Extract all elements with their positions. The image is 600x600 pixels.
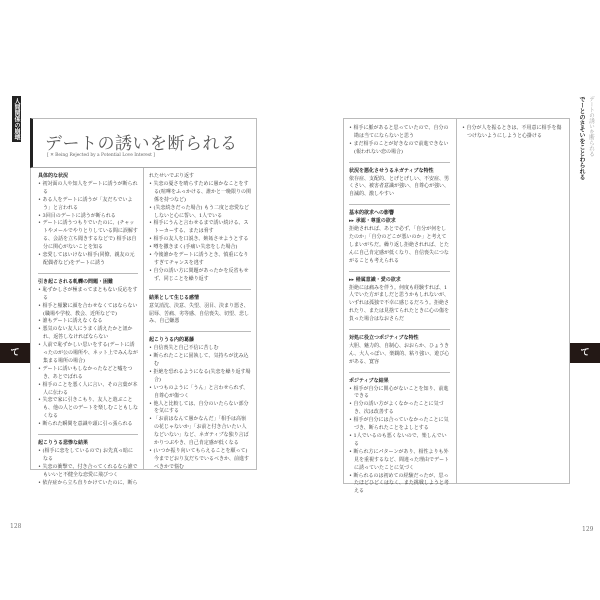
list-item-text: 「お前はなんて愚かなんだ」「相手は高嶺の花じゃないか」「お前と付き合いたい人などいない」など、ネガティブな独り言ばかりつぶやき、自己肯定感が低くなる [153,416,249,447]
section-heading: 状況を悪化させうるネガティブな特性 [349,167,434,174]
list-item-text: 3回目のデートに誘うが断られる [42,212,116,219]
list-item [149,252,251,268]
section-heading: 基本的欲求への影響 [349,210,395,217]
section [349,335,450,373]
bullet-icon: • [349,401,354,408]
list-item-text: 相手と頻繁に顔を合わせなくてはならない(職場や学校、教会、近所などで) [42,302,138,317]
section [349,277,450,330]
bullet-icon: • [38,479,43,486]
bullet-icon: • [149,252,154,259]
list-item [38,303,138,319]
bullet-icon: • [149,236,154,243]
section-text: 意気消沈、決意、失望、羽目、決まり悪さ、屈辱、苦痛、劣等感、自信喪失、切望、悲しみ、自己嫌悪 [149,302,250,325]
list-item [349,417,450,433]
bullet-icon: • [38,381,43,388]
list-item [349,125,450,141]
list-item [38,181,138,197]
bullet-icon: • [38,365,43,372]
bullet-icon: • [38,463,43,470]
section-text: 依存症、支配的、とげとげしい、不安症、男くさい、被害者意識が強い、自尊心が強い、自滅的、激しやすい [349,175,450,198]
list-item-text: 自分が人を振るときは、不用意に相手を傷つけないようにしようと心掛ける [466,125,562,139]
list-item [149,205,251,221]
bullet-icon: • [149,400,154,407]
list-item [38,197,138,213]
bullet-icon: • [149,220,154,227]
bullet-icon: • [349,140,354,147]
page-number-right: 129 [582,526,594,533]
list-item [349,386,450,402]
list-item-text: 断られたことに固執して、気持ちが沈み込む [153,353,249,368]
list-item-text: 断られ方にパターンがあり、相性よりも外見を重視するなど、間違った理由でデートに誘っていたことに気づく [353,448,450,471]
section [349,378,450,502]
bullet-icon: • [38,448,43,454]
list-item-text: 相手の友人を口説き、嫉妬させようとする [153,236,249,243]
list-item-text: 悪気のない友人にうまく誘えたかと訊かれ、返答しなければならない [42,326,133,341]
right-column-2 [457,121,569,481]
list-item [149,416,251,448]
section-heading: 起こりうる悲惨な結果 [38,440,89,447]
section-subheading: ▸▸ 帰属意識・愛の欲求 [349,276,401,283]
section [38,173,138,274]
list-item-text: 誰もデートに誘えなくなる [42,318,103,325]
list-item-text: 失恋の憂さを晴らすために愚かなことをする(喧嘩をふっかける、誰かと一晩限りの関係を持つなど) [153,180,251,203]
section [38,440,138,492]
list-item [38,252,138,268]
list-item [349,473,450,497]
section [349,210,450,271]
list-item [38,464,138,480]
list-item [149,385,251,401]
bullet-icon: • [149,244,154,251]
list-item-text: 人前で恥ずかしい思いをする(デートに誘ったのが公の場所や、ネット上でみんなが集まる場所の場合) [42,342,138,364]
list-item [462,125,564,141]
list-item [38,220,138,252]
bullet-icon: • [38,252,43,259]
section-heading: 結果として生じる感情 [149,294,200,301]
left-column-1 [33,169,143,486]
bullet-icon: • [149,345,154,352]
list-item-text: (相手に恋をしているので) お先真っ暗になる [42,448,134,462]
list-item [349,401,450,417]
list-item [149,369,251,385]
bullet-icon: • [38,196,43,203]
bullet-icon: • [38,342,43,349]
title-block [30,118,257,168]
list-item [349,433,450,449]
bullet-icon: • [38,326,43,333]
list-item [149,401,251,417]
list-item-text: 噂を撒きまく(手痛い失恋をした場合) [153,244,238,251]
bullet-icon: • [38,302,43,309]
list-item [38,287,138,303]
continued-text: れたせいでぶり返す [149,173,195,179]
list-item [349,141,450,157]
page-title: デートの誘いを断られる [45,134,238,154]
list-item-text: 初対面の人や知人をデートに誘うが断られる [42,180,138,195]
bullet-icon: • [149,384,154,391]
section-heading: 対処に役立つポジティブな特性 [349,335,419,342]
section [349,125,450,163]
bullet-icon: • [149,180,154,187]
list-item [149,244,251,252]
list-item-text: ある人をデートに誘うが「友だちでいよう」と言われる [42,196,133,211]
bullet-icon: • [149,267,154,274]
list-item [149,220,251,236]
list-item-text: 断られた瞬間を意識や頭に引っ張られる [42,421,133,428]
list-item-text: 失恋で家に引きこもり、友人と遊ぶことも、他の人とのデートを楽しむこともしなくなる [42,397,139,420]
list-item [149,448,251,472]
section-text: 拒絶には痛みを伴う。何度も経験すれば、1人でいた方がましだと思うかもしれないが、いずれは孤独で不幸に感じるだろう。拒絶されたり、または見捨てられたときに心の傷を負った場合はなおさらだ [349,284,450,323]
bullet-icon: • [38,180,43,187]
list-item-text: 他人と比較しては、自分のいたらない部分を気にする [153,400,249,415]
section [462,125,564,146]
list-item [38,397,138,421]
list-item [38,326,138,342]
section-heading: ポジティブな結果 [349,377,389,384]
list-item [149,181,251,205]
bullet-icon: • [349,472,354,479]
section-subheading: ▸▸ 承認・尊重の欲求 [349,218,396,225]
vertical-subtitle: デートの誘いを断られる [588,96,594,157]
section-text: 大胆、魅力的、自制心、おおらか、ひょうきん、大人っぽい、楽観的、粘り強い、遊び心がある、寛容 [349,342,450,365]
bullet-icon: • [149,448,154,454]
list-item [349,449,450,473]
index-tab-left: て [0,343,30,363]
list-item-text: 相手にうんと言わせるまで誘い続ける、ストーカーする、または脅す [153,220,249,235]
list-item-text: 今後誰かをデートに誘うとき、慎重になりすぎてチャンスを逃す [153,252,249,266]
section [349,168,450,206]
list-item-text: 恥ずかしさが極まってまともない反応をする [42,286,138,301]
list-item [38,448,138,464]
page-number-left: 128 [10,523,22,530]
chapter-side-tab: 人間関係の崩壊 [13,98,20,140]
bullet-icon: • [38,212,43,219]
list-item-text: 自分の誘い方がよくなかったことに気づき、次は改善する [353,401,444,416]
list-item-text: いつものように「うん」と言わせられず、自尊心が傷つく [153,384,249,399]
list-item-text: 恋愛してはいけない相手(同僚、親友の元配偶者など)をデートに誘う [42,252,135,266]
list-item [38,366,138,382]
list-item-text: (失恋続きだった場合) もう二度と恋愛などしないと心に誓い、1人でいる [153,204,250,219]
list-item-text: 相手が自分に関心がないことを知り、前進できる [353,385,449,400]
section [38,279,138,435]
bullet-icon: • [38,397,43,404]
list-item [38,382,138,398]
bullet-icon: • [149,204,154,211]
list-item-text: 依存症から立ち直りかけていたのに、断ら [42,479,138,486]
list-item [149,268,251,284]
bullet-icon: • [38,286,43,293]
bullet-icon: • [38,421,43,428]
right-column-1 [344,121,455,495]
section [149,295,251,333]
list-item-text: 相手が自分には合っていなかったことに気づき、断られたことをよしとする [353,417,449,432]
list-item-text: デートに誘いもしなかったなどと嘘をつき、あとでばれる [42,365,133,380]
list-item-text: (いつか振り向いてもらえることを願って) 今までどおり友だちでいるべきか、前進すべきかで悩む [153,448,249,470]
list-item-text: 断られるのは初めての経験だったが、思ったほどひどくはなく、また挑戦しようと考える [353,472,449,495]
list-item-text: 失恋の衝撃で、付き合ってくれるなら誰でもいいと不健全な恋愛に飛びつく [42,463,138,478]
bullet-icon: • [349,417,354,424]
list-item-text: 自信喪失と自己不信に苦しむ [153,345,219,352]
bullet-icon: • [149,353,154,360]
list-item-text: デートに誘うつもりでいたのに、(チャットやメールでやりとりしている間に誤解する、会話を立ち聞きするなどで) 相手は自分に関心がないことを知る [42,220,138,251]
list-item [149,353,251,369]
section-heading: 起こりうる内的葛藤 [149,337,195,344]
list-item-text: 拒絶を恐れるようになる(失恋を繰り返す場合) [153,368,251,383]
list-item-text: 相手のことを悪く人に言い、その言葉が本人に伝わる [42,381,138,396]
list-item-text: 1人でいるのも悪くないので、楽しんでいる [353,433,447,447]
list-item [38,342,138,366]
bullet-icon: • [38,318,43,325]
bullet-icon: • [349,448,354,455]
vertical-title: でーとのさそいをことわられる [578,96,585,180]
left-column-2 [144,169,256,469]
section-heading: 引き起こされる軋轢の問題・困難 [38,278,114,285]
list-item [38,480,138,488]
list-item-text: まだ相手のことが好きなので前進できない(報われない恋の場合) [353,140,449,155]
section-text: 拒絶されれば、あとで必ず、「自分が何をしたのか」「自分のどこが悪いのか」と考えてしまいがちだ。繰り返し拒絶されれば、とたんに自己肯定感が低くなり、自信喪失につながることも考えられる [349,226,450,264]
bullet-icon: • [349,433,354,439]
bullet-icon: • [38,220,43,227]
index-tab-right: て [570,343,600,363]
bullet-icon: • [462,125,467,131]
section [149,337,251,476]
page-subtitle: [ ✕ Being Rejected by a Potential Love Interest ] [47,153,156,158]
list-item-text: 自分の誘い方に問題があったかを反省もせず、同じことを繰り返す [153,267,249,282]
bullet-icon: • [349,125,354,131]
list-item [149,345,251,353]
section [149,173,251,290]
bullet-icon: • [349,385,354,392]
section-heading: 具体的な状況 [38,173,69,179]
list-item [38,421,138,429]
bullet-icon: • [149,416,154,423]
list-item [149,236,251,244]
list-item-text: 相手に脈があると思っていたので、自分の勘は当てにならないと思う [353,125,449,139]
bullet-icon: • [149,368,154,375]
